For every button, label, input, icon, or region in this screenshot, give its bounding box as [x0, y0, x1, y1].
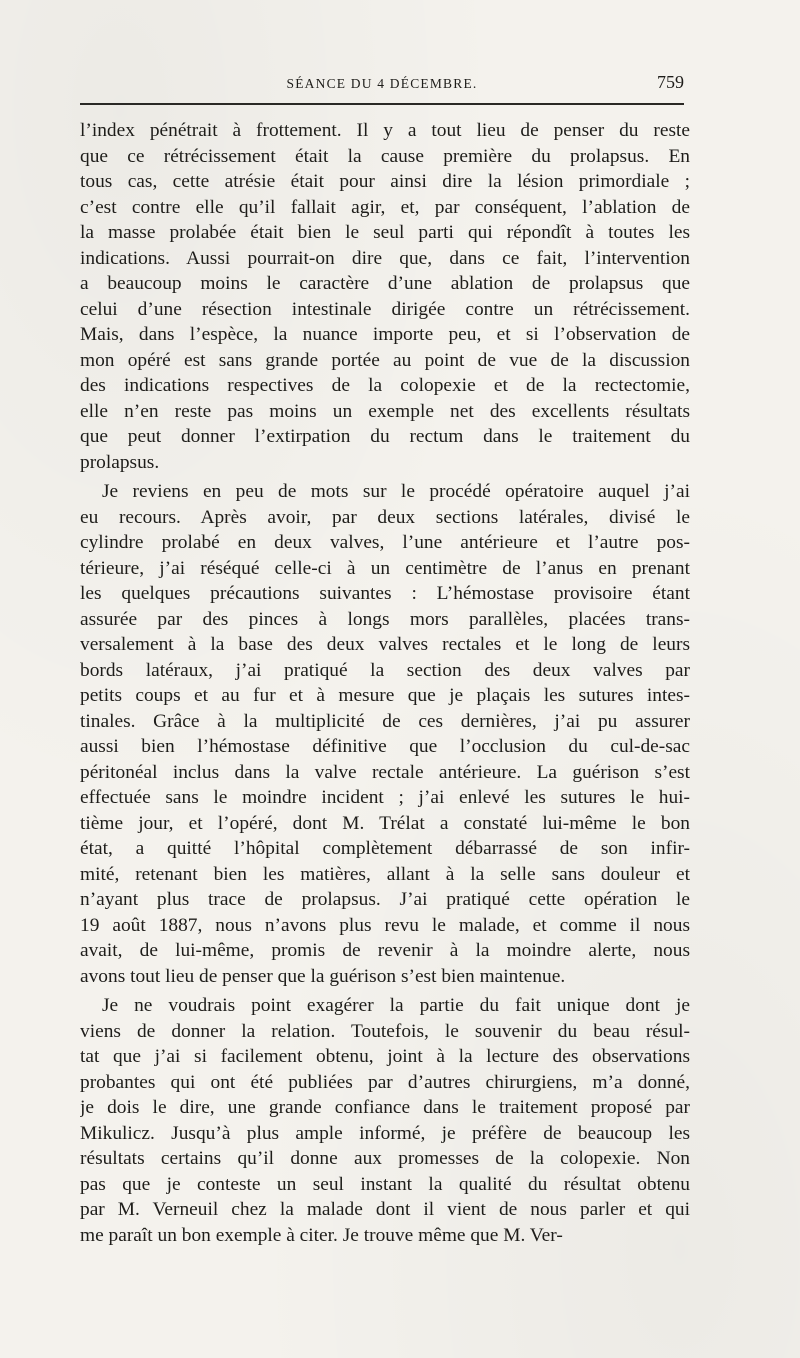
text-line: versalement à la base des deux valves rectales et le long de leurs	[80, 634, 690, 655]
text-line: me paraît un bon exemple à citer. Je trouve même que M. Ver-	[80, 1224, 563, 1246]
running-title: SÉANCE DU 4 DÉCEMBRE.	[286, 76, 478, 91]
text-line: les quelques précautions suivantes : L’hémostase provisoire étant	[80, 583, 690, 604]
text-line: prolapsus.	[80, 451, 160, 473]
text-line: Je reviens en peu de mots sur le procédé opératoire auquel j’ai	[102, 481, 690, 502]
text-line: petits coups et au fur et à mesure que je plaçais les sutures intes-	[80, 685, 690, 706]
text-line: je dois le dire, une grande confiance dans le traitement proposé par	[80, 1097, 690, 1118]
text-line: 19 août 1887, nous n’avons plus revu le malade, et comme il nous	[80, 914, 690, 936]
paragraph	[80, 118, 690, 475]
text-line: Je ne voudrais point exagérer la partie du fait unique dont je	[102, 995, 690, 1016]
text-line: indications. Aussi pourrait-on dire que, dans ce fait, l’intervention	[80, 247, 690, 269]
text-line: l’index pénétrait à frottement. Il y a tout lieu de penser du reste	[80, 120, 690, 141]
text-line: tat que j’ai si facilement obtenu, joint à la lecture des observations	[80, 1046, 690, 1067]
running-head	[80, 72, 684, 94]
text-line: tième jour, et l’opéré, dont M. Trélat a constaté lui-même le bon	[80, 812, 690, 834]
body-text	[80, 118, 690, 1248]
paragraph	[80, 479, 690, 989]
text-line: tous cas, cette atrésie était pour ainsi dire la lésion primordiale ;	[80, 171, 690, 192]
text-line: mon opéré est sans grande portée au point de vue de la discussion	[80, 349, 690, 371]
text-line: résultats certains qu’il donne aux promesses de la colopexie. Non	[80, 1148, 690, 1169]
text-line: elle n’en reste pas moins un exemple net des excellents résultats	[80, 400, 690, 422]
text-line: n’ayant plus trace de prolapsus. J’ai pratiqué cette opération le	[80, 889, 690, 910]
text-line: effectuée sans le moindre incident ; j’ai enlevé les sutures le hui-	[80, 787, 690, 808]
text-line: avait, de lui-même, promis de revenir à la moindre alerte, nous	[80, 940, 690, 961]
text-line: tinales. Grâce à la multiplicité de ces dernières, j’ai pu assurer	[80, 710, 690, 732]
text-line: la masse prolabée était bien le seul parti qui répondît à toutes les	[80, 222, 690, 243]
text-line: par M. Verneuil chez la malade dont il vient de nous parler et qui	[80, 1199, 690, 1220]
text-line: aussi bien l’hémostase définitive que l’occlusion du cul-de-sac	[80, 736, 690, 757]
text-line: pas que je conteste un seul instant la qualité du résultat obtenu	[80, 1173, 690, 1195]
text-line: Mikulicz. Jusqu’à plus ample informé, je préfère de beaucoup les	[80, 1122, 690, 1144]
text-line: c’est contre elle qu’il fallait agir, et, par conséquent, l’ablation de	[80, 196, 690, 218]
text-line: cylindre prolabé en deux valves, l’une antérieure et l’autre pos-	[80, 532, 690, 553]
text-line: que peut donner l’extirpation du rectum dans le traitement du	[80, 426, 690, 447]
text-line: état, a quitté l’hôpital complètement débarrassé de son infir-	[80, 838, 690, 859]
text-line: des indications respectives de la colopexie et de la rectectomie,	[80, 375, 690, 396]
text-line: bords latéraux, j’ai pratiqué la section des deux valves par	[80, 659, 690, 681]
paragraph	[80, 993, 690, 1248]
page-number: 759	[657, 72, 684, 92]
text-line: que ce rétrécissement était la cause première du prolapsus. En	[80, 145, 690, 167]
text-line: mité, retenant bien les matières, allant à la selle sans douleur et	[80, 863, 690, 885]
text-line: péritonéal inclus dans la valve rectale antérieure. La guérison s’est	[80, 761, 690, 783]
text-line: celui d’une résection intestinale dirigée contre un rétrécissement.	[80, 298, 690, 320]
text-line: Mais, dans l’espèce, la nuance importe peu, et si l’observation de	[80, 324, 690, 345]
text-line: viens de donner la relation. Toutefois, le souvenir du beau résul-	[80, 1020, 690, 1042]
text-line: a beaucoup moins le caractère d’une ablation de prolapsus que	[80, 273, 690, 294]
text-line: avons tout lieu de penser que la guérison s’est bien maintenue.	[80, 965, 566, 987]
text-line: assurée par des pinces à longs mors parallèles, placées trans-	[80, 608, 690, 630]
header-rule	[80, 103, 684, 105]
text-line: térieure, j’ai réséqué celle-ci à un centimètre de l’anus en prenant	[80, 557, 690, 579]
text-line: probantes qui ont été publiées par d’autres chirurgiens, m’a donné,	[80, 1071, 690, 1093]
text-line: eu recours. Après avoir, par deux sections latérales, divisé le	[80, 506, 690, 528]
